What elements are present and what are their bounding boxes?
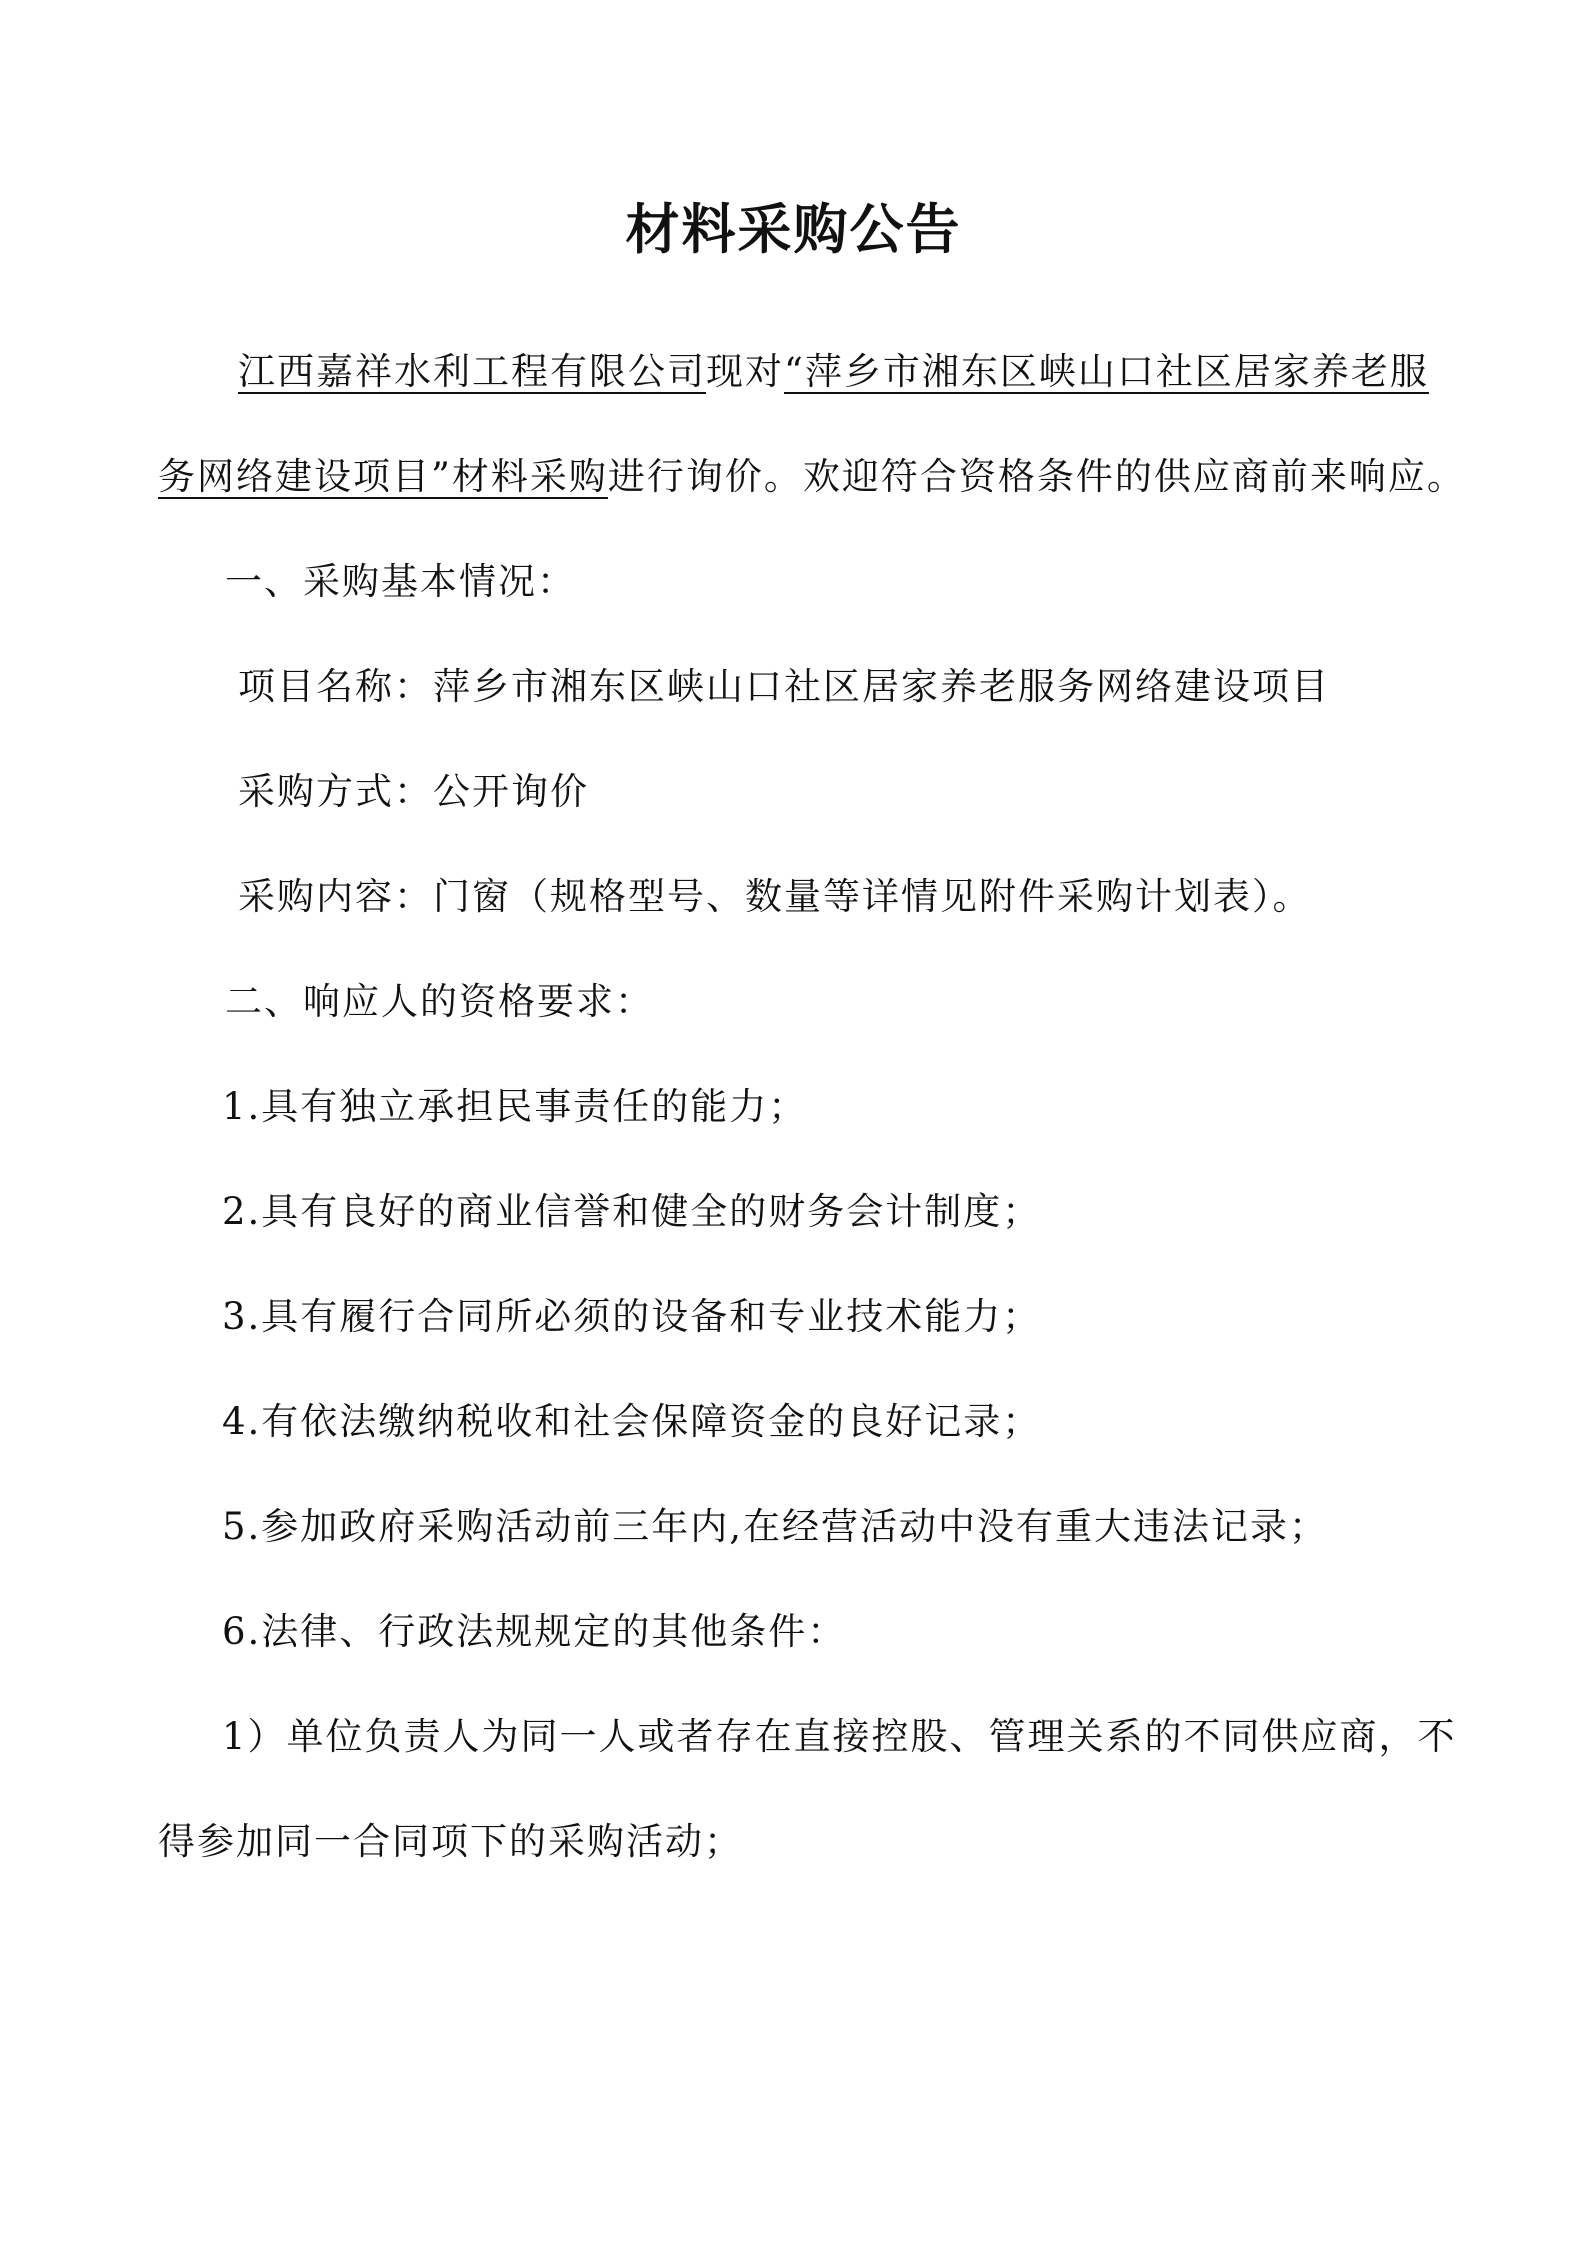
project-quoted-part1: “萍乡市湘东区峡山口社区居家养老服 [784, 350, 1429, 393]
qualification-item-1: 1.具有独立承担民事责任的能力； [222, 1085, 808, 1128]
qualification-item-3: 3.具有履行合同所必须的设备和专业技术能力； [222, 1295, 1042, 1338]
project-name-line: 项目名称：萍乡市湘东区峡山口社区居家养老服务网络建设项目 [238, 665, 1330, 708]
page-title: 材料采购公告 [625, 198, 962, 261]
qualification-item-6: 6.法律、行政法规规定的其他条件： [222, 1610, 847, 1653]
procurement-content-line: 采购内容：门窗（规格型号、数量等详情见附件采购计划表）。 [238, 875, 1312, 918]
intro-text-1: 现对 [706, 350, 784, 393]
intro-line-2 [158, 449, 1466, 505]
qualification-item-5: 5.参加政府采购活动前三年内,在经营活动中没有重大违法记录； [222, 1505, 1329, 1548]
company-name: 江西嘉祥水利工程有限公司 [238, 350, 706, 393]
project-quoted-part2: 务网络建设项目”材料采购 [158, 455, 608, 498]
intro-text-2: 进行询价。欢迎符合资格条件的供应商前来响应。 [607, 455, 1466, 498]
sub-item-1-line-2: 得参加同一合同项下的采购活动； [158, 1820, 743, 1863]
procurement-method-line: 采购方式：公开询价 [238, 770, 589, 813]
sub-item-1-line-1: 1）单位负责人为同一人或者存在直接控股、管理关系的不同供应商，不 [222, 1715, 1457, 1758]
section1-heading: 一、采购基本情况： [225, 560, 576, 603]
qualification-item-2: 2.具有良好的商业信誉和健全的财务会计制度； [222, 1190, 1042, 1233]
intro-line-1 [238, 344, 1429, 400]
qualification-item-4: 4.有依法缴纳税收和社会保障资金的良好记录； [222, 1400, 1042, 1443]
section2-heading: 二、响应人的资格要求： [225, 980, 654, 1023]
